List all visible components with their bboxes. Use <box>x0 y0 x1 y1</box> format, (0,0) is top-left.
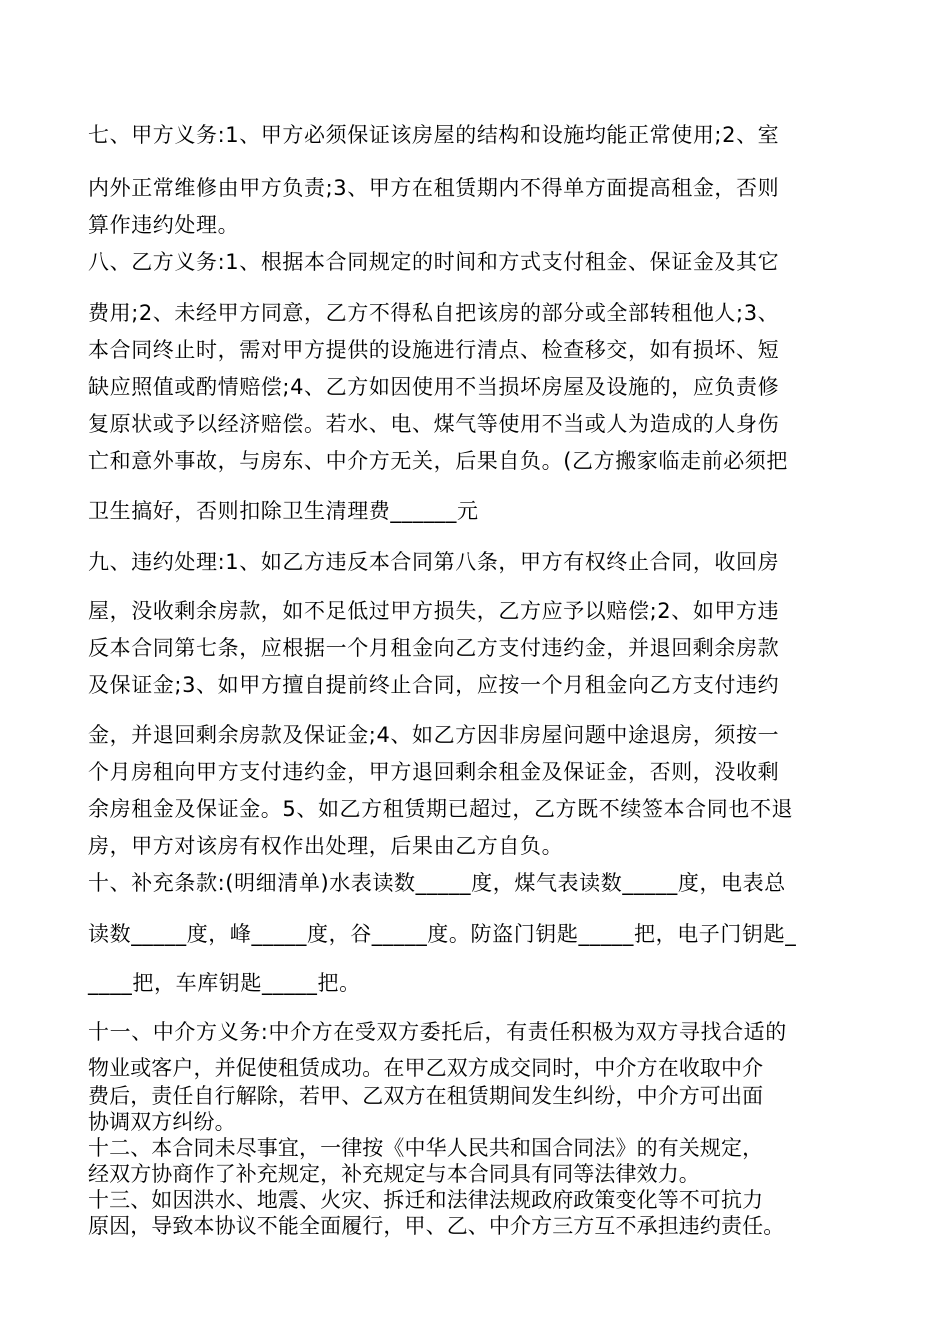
text-line: 协调双方纠纷。 <box>88 1110 236 1134</box>
text-line: 八、乙方义务:1、根据本合同规定的时间和方式支付租金、保证金及其它 <box>88 250 780 274</box>
text-line: 十一、中介方义务:中介方在受双方委托后，有责任积极为双方寻找合适的 <box>88 1020 787 1044</box>
text-line: 七、甲方义务:1、甲方必须保证该房屋的结构和设施均能正常使用;2、室 <box>88 123 780 147</box>
text-line: 余房租金及保证金。5、如乙方租赁期已超过，乙方既不续签本合同也不退 <box>88 797 794 821</box>
text-line: 金，并退回剩余房款及保证金;4、如乙方因非房屋问题中途退房，须按一 <box>88 723 780 747</box>
text-line: 费用;2、未经甲方同意，乙方不得私自把该房的部分或全部转租他人;3、 <box>88 301 780 325</box>
text-line: 九、违约处理:1、如乙方违反本合同第八条，甲方有权终止合同，收回房 <box>88 550 780 574</box>
text-line: 及保证金;3、如甲方擅自提前终止合同，应按一个月租金向乙方支付违约 <box>88 673 780 697</box>
text-line: 十三、如因洪水、地震、火灾、拆迁和法律法规政府政策变化等不可抗力 <box>88 1188 764 1212</box>
text-line: 亡和意外事故，与房东、中介方无关，后果自负。(乙方搬家临走前必须把 <box>88 449 788 473</box>
text-line: 十、补充条款:(明细清单)水表读数_____度，煤气表读数_____度，电表总 <box>88 871 786 895</box>
text-line: 费后，责任自行解除，若甲、乙双方在租赁期间发生纠纷，中介方可出面 <box>88 1084 764 1108</box>
text-line: 原因，导致本协议不能全面履行，甲、乙、中介方三方互不承担违约责任。 <box>88 1214 785 1238</box>
text-line: 个月房租向甲方支付违约金，甲方退回剩余租金及保证金，否则，没收剩 <box>88 760 780 784</box>
text-line: ____把，车库钥匙_____把。 <box>88 971 361 995</box>
text-line: 屋，没收剩余房款，如不足低过甲方损失，乙方应予以赔偿;2、如甲方违 <box>88 599 780 623</box>
text-line: 内外正常维修由甲方负责;3、甲方在租赁期内不得单方面提高租金，否则 <box>88 176 780 200</box>
text-line: 算作违约处理。 <box>88 213 240 237</box>
text-line: 房，甲方对该房有权作出处理，后果由乙方自负。 <box>88 834 564 858</box>
text-line: 反本合同第七条，应根据一个月租金向乙方支付违约金，并退回剩余房款 <box>88 636 780 660</box>
text-line: 复原状或予以经济赔偿。若水、电、煤气等使用不当或人为造成的人身伤 <box>88 412 780 436</box>
text-line: 缺应照值或酌情赔偿;4、乙方如因使用不当损坏房屋及设施的，应负责修 <box>88 375 780 399</box>
text-line: 经双方协商作了补充规定，补充规定与本合同具有同等法律效力。 <box>88 1162 700 1186</box>
text-line: 本合同终止时，需对甲方提供的设施进行清点、检查移交，如有损坏、短 <box>88 338 780 362</box>
text-line: 卫生搞好，否则扣除卫生清理费______元 <box>88 499 479 523</box>
text-line: 读数_____度，峰_____度，谷_____度。防盗门钥匙_____把，电子门钥匙_ <box>88 922 797 946</box>
text-line: 十二、本合同未尽事宜，一律按《中华人民共和国合同法》的有关规定， <box>88 1136 764 1160</box>
text-line: 物业或客户，并促使租赁成功。在甲乙双方成交同时，中介方在收取中介 <box>88 1056 764 1080</box>
